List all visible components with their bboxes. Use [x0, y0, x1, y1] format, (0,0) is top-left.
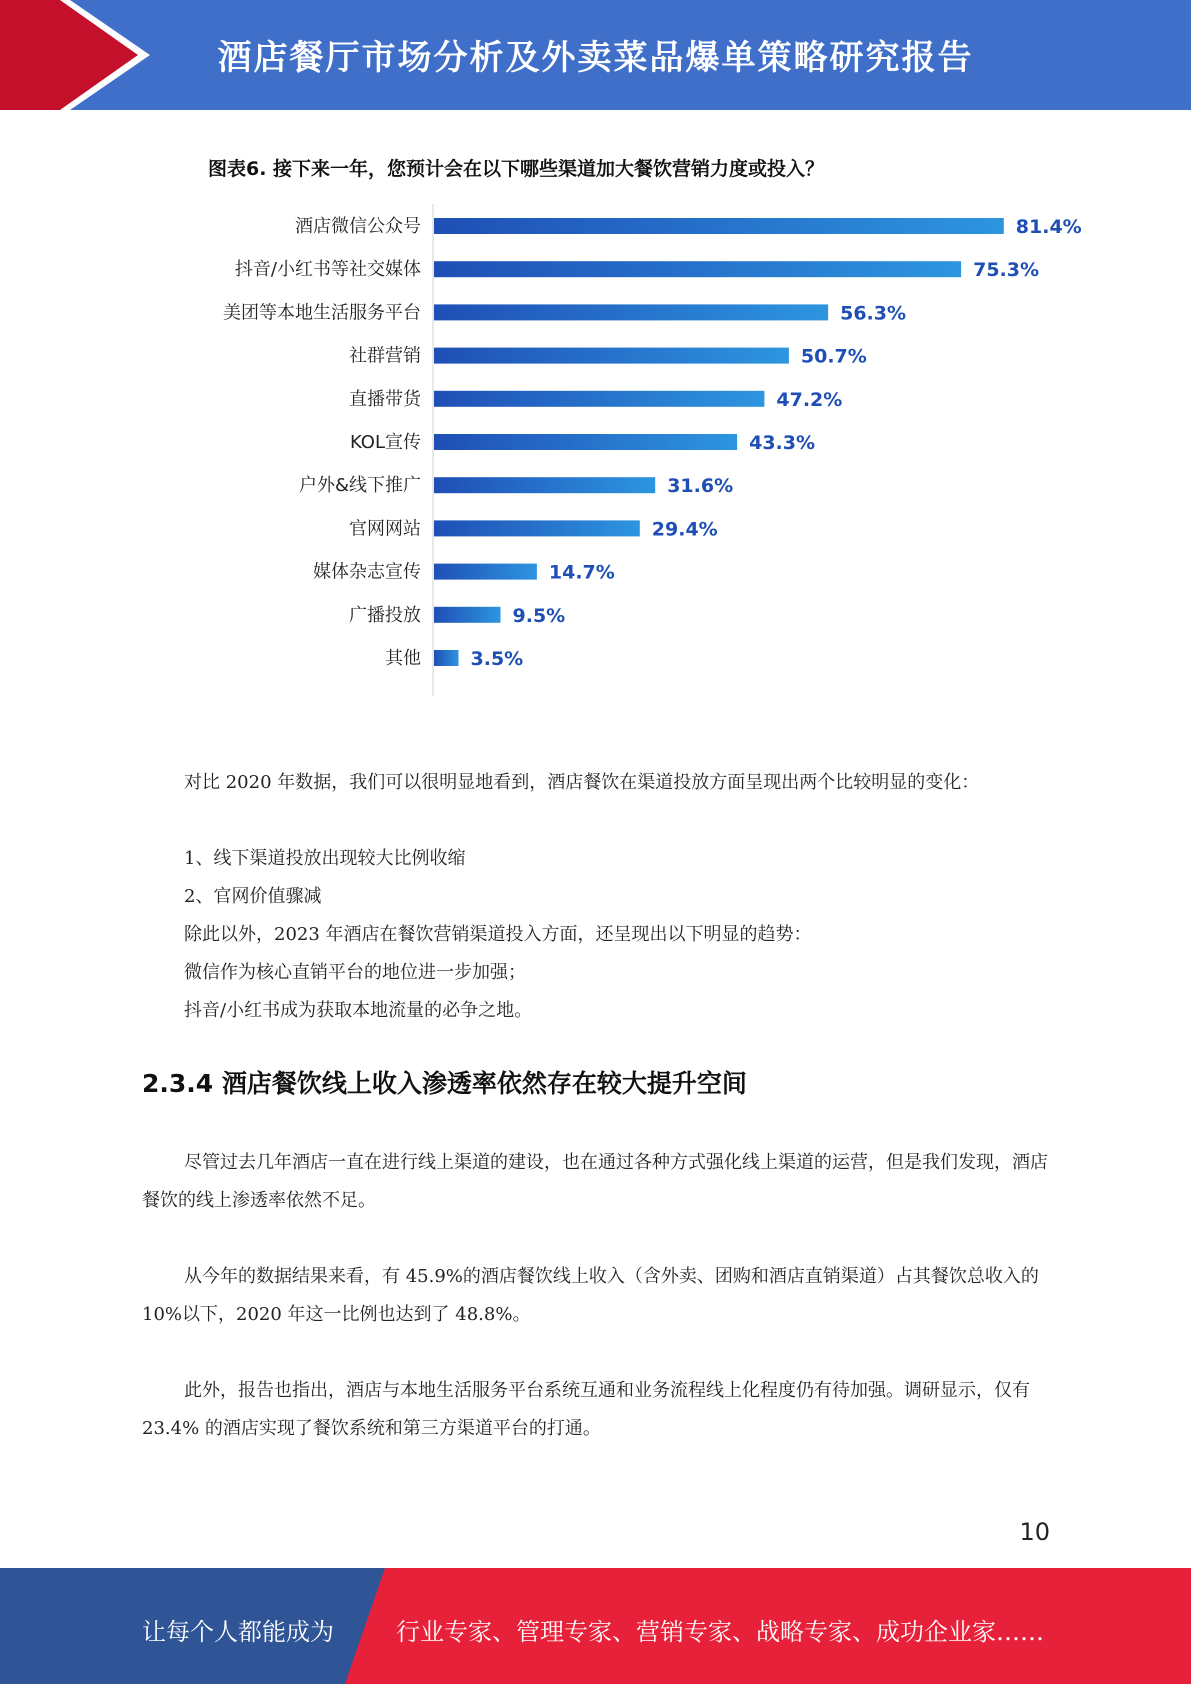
bar [434, 564, 537, 580]
bar-chart [180, 138, 1082, 698]
value-label: 75.3% [973, 259, 1040, 282]
value-label: 14.7% [548, 561, 615, 584]
value-label: 43.3% [749, 432, 816, 454]
page-header [0, 0, 1191, 110]
bar [434, 477, 655, 493]
paragraph-3: 2、官网价值骤减 [184, 886, 322, 907]
bar [434, 520, 640, 536]
value-label: 29.4% [651, 518, 718, 541]
paragraph-2: 1、线下渠道投放出现较大比例收缩 [184, 848, 466, 869]
header-title: 酒店餐厅市场分析及外卖菜品爆单策略研究报告 [217, 38, 974, 78]
bar [434, 391, 764, 407]
bar [434, 261, 961, 277]
chart-title: 图表6. 接下来一年，您预计会在以下哪些渠道加大餐饮营销力度或投入？ [208, 158, 825, 180]
category-label: 广播投放 [349, 604, 421, 626]
paragraph-1: 对比 2020 年数据，我们可以很明显地看到，酒店餐饮在渠道投放方面呈现出两个比较明显的变化： [184, 772, 980, 793]
section-paragraph-3: 此外，报告也指出，酒店与本地生活服务平台系统互通和业务流程线上化程度仍有待加强。调研显示，仅有 23.4% 的酒店实现了餐饮系统和第三方渠道平台的打通。 [142, 1380, 1030, 1439]
footer-slogan-left: 让每个人都能成为 [142, 1618, 334, 1646]
category-label: 媒体杂志宣传 [313, 561, 421, 583]
value-label: 31.6% [667, 475, 734, 498]
value-label: 81.4% [1015, 216, 1082, 238]
category-label: 酒店微信公众号 [295, 216, 421, 237]
bar [434, 304, 828, 320]
section-paragraph-1: 尽管过去几年酒店一直在进行线上渠道的建设，也在通过各种方式强化线上渠道的运营，但是我们发现，酒店餐饮的线上渗透率依然不足。 [142, 1152, 1048, 1211]
value-label: 3.5% [470, 648, 524, 670]
bar [434, 607, 501, 623]
value-label: 50.7% [800, 345, 867, 368]
paragraph-4: 除此以外，2023 年酒店在餐饮营销渠道投入方面，还呈现出以下明显的趋势： [184, 924, 812, 945]
category-label: 官网网站 [349, 518, 421, 540]
category-label: KOL宣传 [349, 432, 421, 453]
category-label: 社群营销 [349, 345, 421, 367]
bar [434, 650, 459, 666]
section-heading: 2.3.4 酒店餐饮线上收入渗透率依然存在较大提升空间 [142, 1069, 747, 1098]
page-number: 10 [1019, 1518, 1050, 1546]
category-label: 其他 [385, 648, 421, 669]
category-label: 抖音/小红书等社交媒体 [234, 259, 421, 281]
bar [434, 218, 1004, 234]
chart-svg [180, 138, 1082, 698]
page-footer [0, 1568, 1191, 1684]
category-label: 美团等本地生活服务平台 [223, 302, 421, 324]
category-label: 直播带货 [349, 388, 421, 410]
paragraph-6: 抖音/小红书成为获取本地流量的必争之地。 [184, 1000, 533, 1021]
section-paragraph-2: 从今年的数据结果来看，有 45.9%的酒店餐饮线上收入（含外卖、团购和酒店直销渠道）占其餐饮总收入的 10%以下，2020 年这一比例也达到了 48.8%。 [142, 1266, 1039, 1325]
value-label: 47.2% [776, 388, 843, 411]
category-label: 户外&线下推广 [298, 475, 421, 497]
value-label: 9.5% [512, 604, 566, 627]
bar [434, 348, 789, 364]
paragraph-5: 微信作为核心直销平台的地位进一步加强； [184, 962, 526, 983]
bar [434, 434, 737, 450]
footer-slogan-right: 行业专家、管理专家、营销专家、战略专家、成功企业家…… [396, 1618, 1044, 1646]
value-label: 56.3% [840, 302, 907, 325]
